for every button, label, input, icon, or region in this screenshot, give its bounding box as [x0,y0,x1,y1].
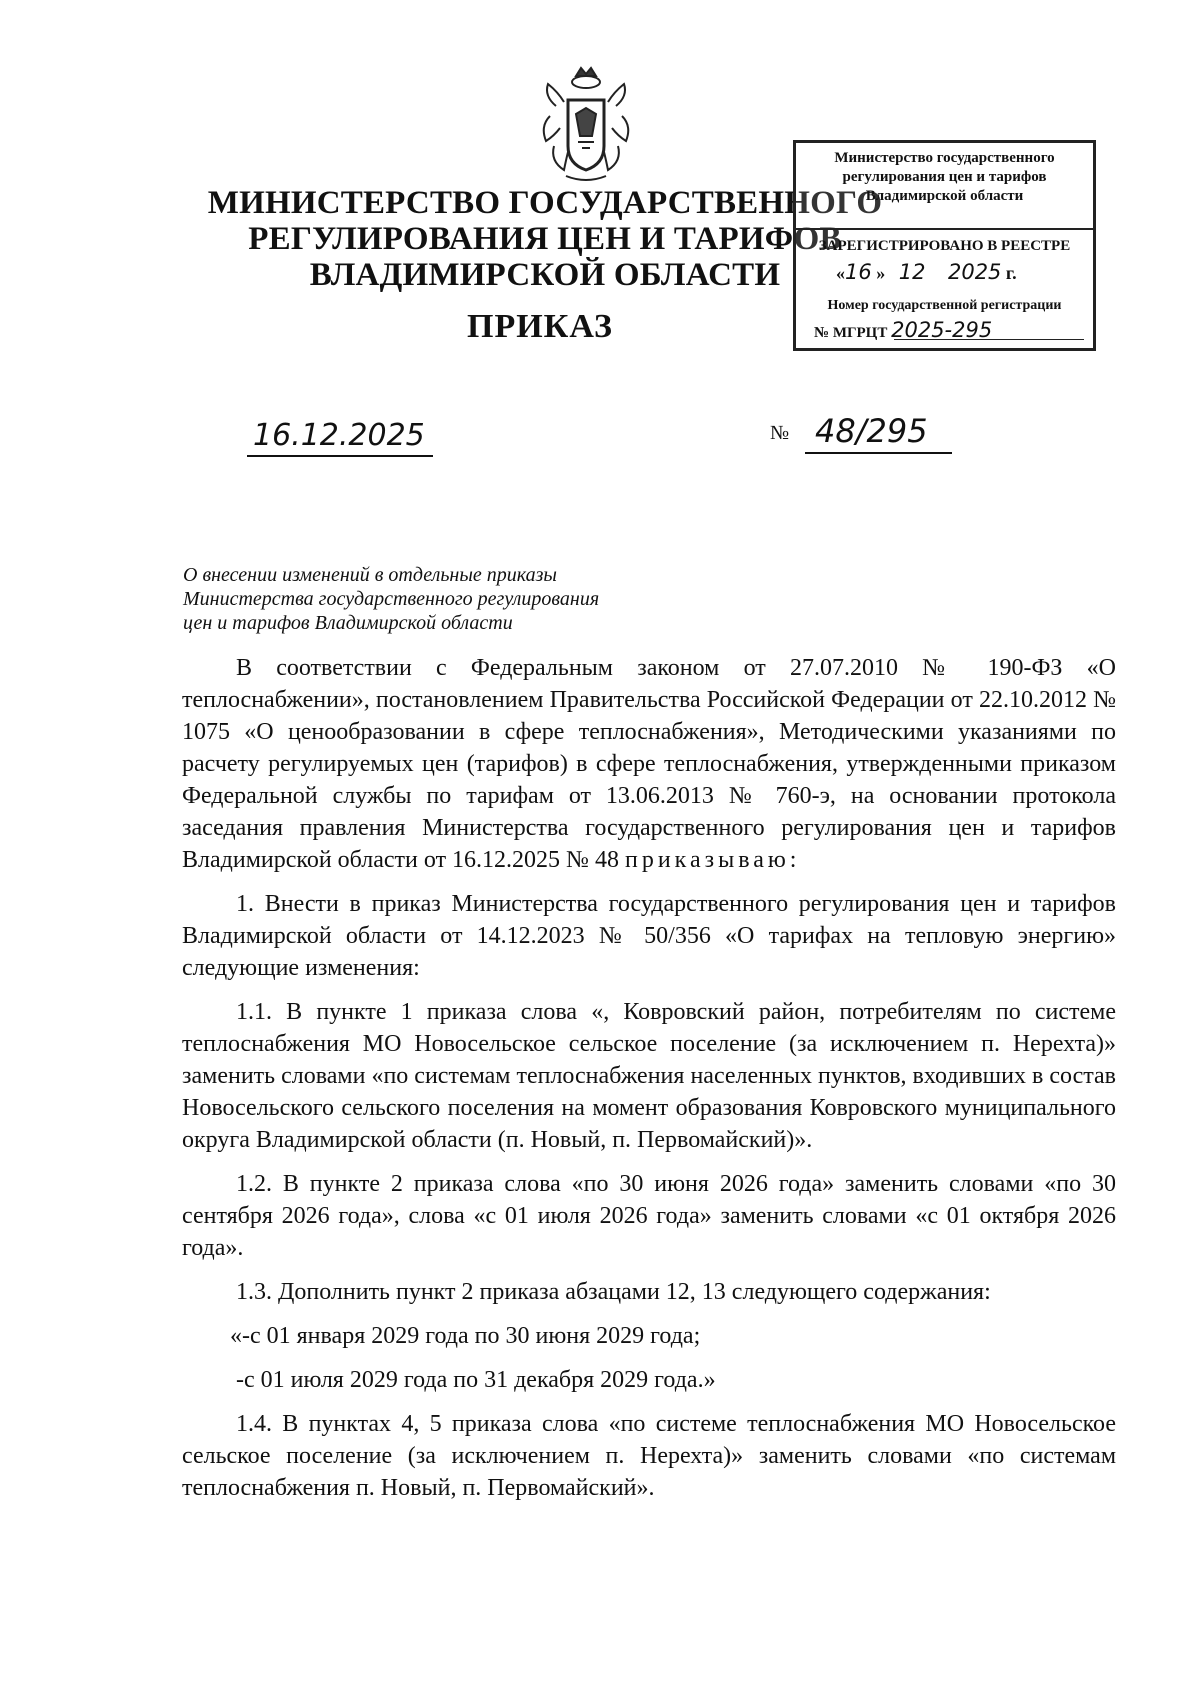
stamp-year-suffix: г. [1005,263,1017,283]
stamp-reg-prefix: № МГРЦТ [814,325,888,341]
item-1: 1. Внести в приказ Министерства государственного регулирования цен и тарифов Владимирской области от 14.12.2023 № 50/356 «О тарифах на тепловую энергию» следующие изменения: [182,891,1116,981]
ministry-title [200,185,890,293]
stamp-number-underline [894,339,1084,340]
ministry-title-line-3: ВЛАДИМИРСКОЙ ОБЛАСТИ [309,257,781,293]
stamp-org-line-3: Владимирской области [865,188,1024,204]
preamble-paragraph [182,652,1116,876]
preamble-order-word: приказываю: [624,847,801,873]
stamp-org-line-1: Министерство государственного [834,150,1055,166]
stamp-date [836,260,1017,284]
stamp-month: 12 [898,260,926,284]
stamp-registered-label: ЗАРЕГИСТРИРОВАНО В РЕЕСТРЕ [818,238,1071,254]
order-body [182,652,1116,1504]
stamp-organization [796,149,1093,206]
registration-stamp [793,140,1096,351]
stamp-date-open-quote: « [836,263,845,283]
ministry-title-line-2: РЕГУЛИРОВАНИЯ ЦЕН И ТАРИФОВ [248,221,842,257]
stamp-org-line-2: регулирования цен и тарифов [842,169,1047,185]
subject-line-2: Министерства государственного регулирования [183,588,600,610]
stamp-day: 16 [845,260,872,284]
item-1-4: 1.4. В пунктах 4, 5 приказа слова «по системе теплоснабжения МО Новосельское сельское поселение (за исключением п. Нерехта)» заменить словами «по системам теплоснабжения п. Новый, п. Первомайский». [182,1411,1116,1501]
subject-line-3: цен и тарифов Владимирской области [183,612,513,634]
subject-line-1: О внесении изменений в отдельные приказы [183,564,557,586]
document-type: ПРИКАЗ [467,308,613,345]
item-1-3-quote-1: «-с 01 января 2029 года по 30 июня 2029 года; [230,1323,701,1349]
stamp-date-close-quote: » [876,263,886,283]
item-1-3-quote-2: -с 01 июля 2029 года по 31 декабря 2029 года.» [236,1367,716,1393]
stamp-reg-value: 2025-295 [891,318,993,342]
stamp-reg-number-label: Номер государственной регистрации [827,298,1062,313]
ministry-title-line-1: МИНИСТЕРСТВО ГОСУДАРСТВЕННОГО [207,185,883,221]
item-1-1: 1.1. В пункте 1 приказа слова «, Ковровский район, потребителям по системе теплоснабжения МО Новосельское сельское поселение (за исключением п. Нерехта)» заменить словами «по системам теплоснабжения населенных пунктов, входивших в состав Новосельского сельского поселения на момент образования Ковровского муниципального округа Владимирской области (п. Новый, п. Первомайский)». [182,999,1116,1153]
stamp-year: 2025 [947,260,1002,284]
stamp-divider [796,228,1093,230]
item-1-3: 1.3. Дополнить пункт 2 приказа абзацами 12, 13 следующего содержания: [236,1279,991,1305]
preamble-text: В соответствии с Федеральным законом от 27.07.2010 № 190-ФЗ «О теплоснабжении», постановлением Правительства Российской Федерации от 22.10.2012 № 1075 «О ценообразовании в сфере теплоснабжения», Методическими указаниями по расчету регулируемых цен (тарифов) в сфере теплоснабжения, утвержденными приказом Федеральной службы по тарифам от 13.06.2013 № 760-э, на основании протокола заседания правления Министерства государственного регулирования цен и тарифов Владимирской области от 16.12.2025 № 48 [182,655,1116,873]
item-1-2: 1.2. В пункте 2 приказа слова «по 30 июня 2026 года» заменить словами «по 30 сентября 2026 года», слова «с 01 июля 2026 года» заменить словами «с 01 октября 2026 года». [182,1171,1116,1261]
coat-of-arms-icon [536,66,636,186]
order-subject [183,563,599,635]
order-number-sign: № [770,422,790,444]
order-date: 16.12.2025 [247,418,433,457]
order-number: 48/295 [805,412,952,454]
